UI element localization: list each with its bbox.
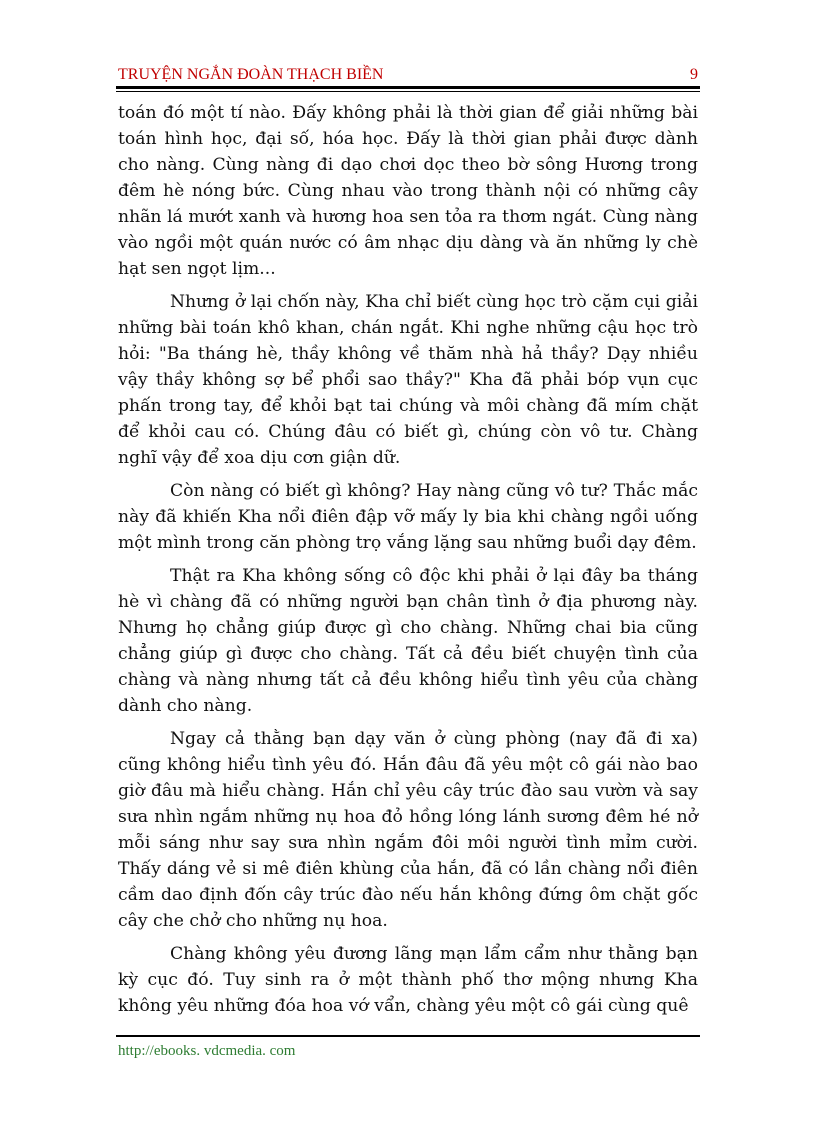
- footer-divider: [116, 1035, 700, 1037]
- page-number: 9: [690, 66, 698, 83]
- paragraph-6: Chàng không yêu đương lãng mạn lẩm cẩm như thằng bạn kỳ cục đó. Tuy sinh ra ở một thành phố thơ mộng nhưng Kha không yêu những đóa hoa vớ vẩn, chàng yêu một cô gái cùng quê: [118, 944, 698, 1016]
- paragraph-2: Nhưng ở lại chốn này, Kha chỉ biết cùng học trò cặm cụi giải những bài toán khô khan, chán ngắt. Khi nghe những cậu học trò hỏi: "Ba tháng hè, thầy không về thăm nhà hả thầy? Dạy nhiều vậy thầy không sợ bể phổi sao thầy?" Kha đã phải bóp vụn cục phấn trong tay, để khỏi bạt tai chúng và môi chàng đã mím chặt để khỏi cau có. Chúng đâu có biết gì, chúng còn vô tư. Chàng nghĩ vậy để xoa dịu cơn giận dữ.: [118, 292, 698, 468]
- book-title: TRUYỆN NGẮN ĐOÀN THẠCH BIỀN: [118, 66, 384, 83]
- paragraph-4: Thật ra Kha không sống cô độc khi phải ở lại đây ba tháng hè vì chàng đã có những người bạn chân tình ở địa phương này. Nhưng họ chẳng giúp được gì cho chàng. Những chai bia cũng chẳng giúp gì được cho chàng. Tất cả đều biết chuyện tình của chàng và nàng nhưng tất cả đều không hiểu tình yêu của chàng dành cho nàng.: [118, 566, 698, 716]
- page-header: [118, 62, 698, 84]
- header-divider: [116, 86, 700, 92]
- story-text: [118, 100, 698, 1026]
- paragraph-5: Ngay cả thằng bạn dạy văn ở cùng phòng (nay đã đi xa) cũng không hiểu tình yêu đó. Hắn đâu đã yêu một cô gái nào bao giờ đâu mà hiểu chàng. Hắn chỉ yêu cây trúc đào sau vườn và say sưa nhìn ngắm những nụ hoa đỏ hồng lóng lánh sương đêm hé nở mỗi sáng như say sưa nhìn ngắm đôi môi người tình mỉm cười. Thấy dáng vẻ si mê điên khùng của hắn, đã có lần chàng nổi điên cầm dao định đốn cây trúc đào nếu hắn không đứng ôm chặt gốc cây che chở cho những nụ hoa.: [118, 729, 698, 931]
- footer-url[interactable]: http://ebooks. vdcmedia. com: [118, 1043, 296, 1059]
- paragraph-1: toán đó một tí nào. Đấy không phải là thời gian để giải những bài toán hình học, đại số, hóa học. Đấy là thời gian phải được dành cho nàng. Cùng nàng đi dạo chơi dọc theo bờ sông Hương trong đêm hè nóng bức. Cùng nhau vào trong thành nội có những cây nhãn lá mướt xanh và hương hoa sen tỏa ra thơm ngát. Cùng nàng vào ngồi một quán nước có âm nhạc dịu dàng và ăn những ly chè hạt sen ngọt lịm...: [118, 103, 698, 279]
- paragraph-3: Còn nàng có biết gì không? Hay nàng cũng vô tư? Thắc mắc này đã khiến Kha nổi điên đập vỡ mấy ly bia khi chàng ngồi uống một mình trong căn phòng trọ vắng lặng sau những buổi dạy đêm.: [118, 481, 698, 553]
